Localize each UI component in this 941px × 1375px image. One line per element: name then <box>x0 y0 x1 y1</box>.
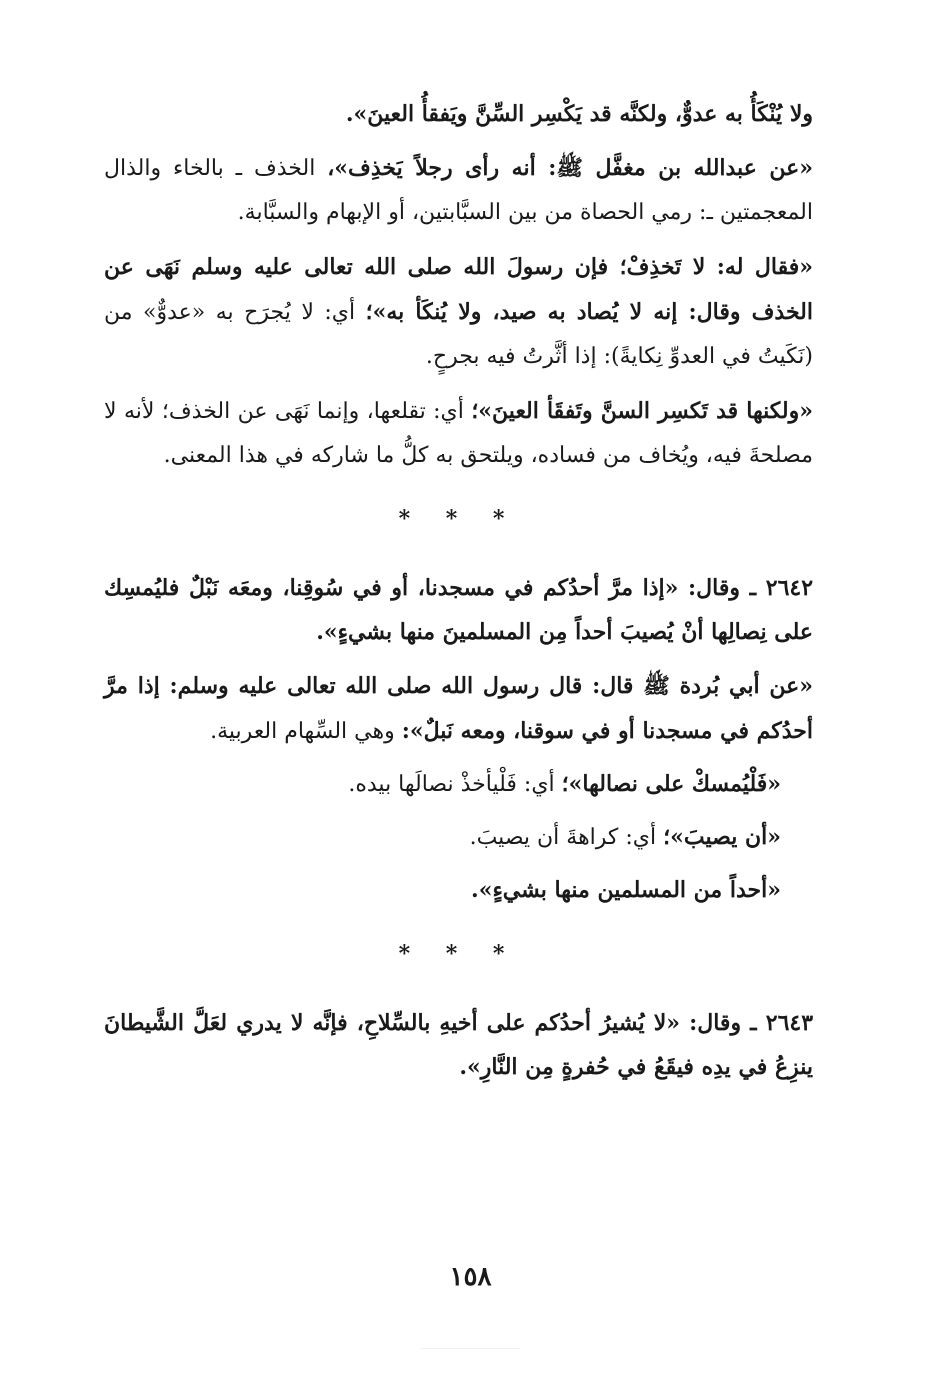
commentary-3-plain: أي: كراهةَ أن يصيبَ. <box>469 825 664 850</box>
paragraph-3 <box>104 245 813 379</box>
hadith-2643-number: ٢٦٤٣ ـ وقال: <box>680 1010 814 1036</box>
hadith-2643-text: «لا يُشيرُ أحدُكم على أخيهِ بالسِّلاحِ، فإنَّه لا يدري لعَلَّ الشَّيطانَ ينزِعُ في يدِه فيقَعُ في حُفرةٍ مِن النَّارِ». <box>104 1010 813 1080</box>
paragraph-4-bold: «ولكنها قد تَكسِر السنَّ وتَفقَأ العينَ»؛ <box>471 398 813 424</box>
paragraph-2-plain: الخذف ـ بالخاء والذال المعجمتين ـ: رمي الحصاة من بين السبَّابتين، أو الإبهام والسبَّابة. <box>104 156 813 225</box>
hadith-2642-commentary-2 <box>104 762 813 807</box>
commentary-2-plain: أي: فَلْيأخذْ نصالَها بيده. <box>348 772 562 797</box>
paragraph-1 <box>104 92 813 136</box>
paragraph-3-plain: أي: لا يُجرَح به «عدوٌّ» من (نَكَيتُ في العدوِّ نِكايةً): إذا أثَّرتُ فيه بجرحٍ. <box>104 300 813 369</box>
paragraph-4 <box>104 389 813 478</box>
page-number: ١٥٨ <box>449 1262 492 1292</box>
commentary-1-bold: «عن أبي بُردة ﷺ قال: قال رسول الله صلى الله تعالى عليه وسلم: إذا مرَّ أحدُكم في مسجدنا أو في سوقنا، ومعه نَبلٌ»: <box>104 673 813 744</box>
hadith-2642-text: «إذا مرَّ أحدُكم في مسجدنا، أو في سُوقِنا، ومعَه نَبْلٌ فليُمسِك على نِصالِها أنْ يُصيبَ أحداً مِن المسلمينَ منها بشيءٍ». <box>104 575 813 645</box>
paragraph-3-bold: «فقال له: لا تَخذِفْ؛ فإن رسولَ الله صلى الله تعالى عليه وسلم نَهَى عن الخذف وقال: إنه لا يُصاد به صيد، ولا يُنكَأ به»؛ <box>104 254 813 325</box>
hadith-2642-commentary-3 <box>104 815 813 860</box>
commentary-1-plain: وهي السِّهام العربية. <box>210 719 402 744</box>
paragraph-4-plain: أي: تقلعها، وإنما نَهَى عن الخذف؛ لأنه لا مصلحةَ فيه، ويُخاف من فساده، ويلتحق به كلُّ ما شاركه في هذا المعنى. <box>104 399 813 468</box>
paragraph-2 <box>104 146 813 235</box>
hadith-2642-number: ٢٦٤٢ ـ وقال: <box>678 575 814 601</box>
section-separator-1: * * * <box>398 506 519 532</box>
hadith-2642 <box>104 566 813 654</box>
commentary-3-bold: «أن يصيبَ»؛ <box>663 824 781 850</box>
hadith-2642-commentary-1 <box>104 664 813 754</box>
hadith-2642-commentary-4 <box>104 868 813 913</box>
hadith-2643 <box>104 1001 813 1089</box>
bottom-scan-mark <box>420 1348 520 1349</box>
commentary-2-bold: «فَلْيُمسكْ على نصالها»؛ <box>561 771 781 797</box>
paragraph-1-bold: ولا يُنْكَأُ به عدوٌّ، ولكنَّه قد يَكْسِر السِّنَّ ويَفقأُ العينَ». <box>345 101 813 127</box>
section-separator-2: * * * <box>398 941 519 967</box>
paragraph-2-bold: «عن عبدالله بن مغفَّل ﷺ: أنه رأى رجلاً يَخذِف»، <box>327 155 813 181</box>
commentary-4-bold: «أحداً من المسلمين منها بشيءٍ». <box>471 877 781 903</box>
